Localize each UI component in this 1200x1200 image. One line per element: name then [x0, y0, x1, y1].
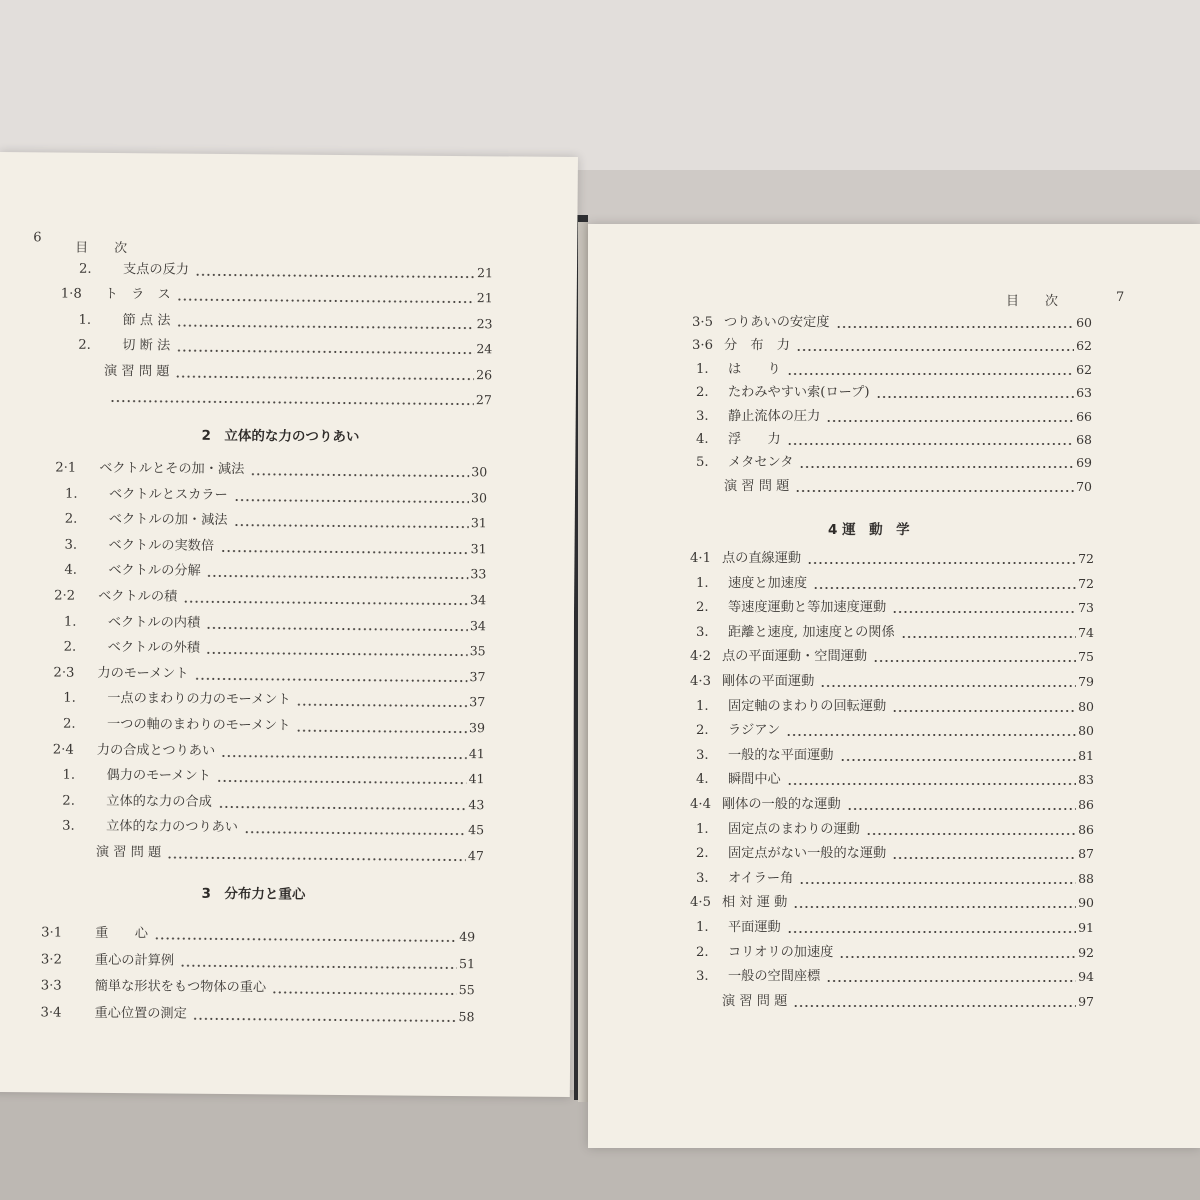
entry-page-number: 27: [475, 392, 492, 408]
toc-entry: [696, 573, 1094, 595]
left-page: [0, 152, 578, 1097]
toc-entry: [63, 714, 485, 740]
dot-leader: [296, 730, 467, 733]
entry-title: 力のモーメント: [97, 665, 189, 682]
entry-page-number: 37: [469, 694, 486, 710]
entry-number: 1.: [696, 361, 709, 377]
entry-number: 1.: [696, 698, 709, 714]
entry-page-number: 45: [468, 822, 485, 838]
entry-number: 3.: [62, 818, 75, 835]
toc-entry: [78, 335, 492, 361]
entry-page-number: 68: [1076, 432, 1092, 447]
toc-entry: [64, 611, 486, 637]
entry-title: は り: [728, 361, 781, 377]
entry-number: 3.: [696, 870, 709, 886]
dot-leader: [787, 783, 1076, 785]
entry-number: 3·2: [40, 951, 63, 968]
dot-leader: [820, 685, 1076, 687]
toc-entry: [696, 622, 1094, 644]
entry-number: 3.: [696, 624, 709, 640]
entry-number: 1.: [696, 920, 709, 935]
dot-leader: [813, 587, 1076, 589]
entry-number: 1.: [63, 690, 76, 707]
entry-page-number: 72: [1078, 575, 1094, 591]
dot-leader: [787, 443, 1074, 445]
entry-number: 5.: [696, 455, 709, 471]
dot-leader: [795, 490, 1074, 492]
toc-entry: [696, 406, 1092, 428]
entry-number: 3·6: [692, 338, 713, 354]
entry-page-number: 33: [470, 566, 487, 582]
dot-leader: [807, 562, 1076, 564]
entry-number: 2.: [78, 337, 91, 353]
toc-entry: [696, 843, 1094, 865]
entry-title: メタセンタ: [728, 455, 794, 471]
entry-page-number: 41: [468, 745, 485, 761]
dot-leader: [793, 906, 1076, 908]
entry-page-number: 97: [1078, 993, 1094, 1009]
toc-entry: [696, 720, 1094, 742]
entry-page-number: 79: [1078, 674, 1094, 689]
entry-page-number: 37: [469, 668, 486, 685]
entry-title: 剛体の一般的な運動: [722, 797, 841, 812]
entry-number: 4·1: [690, 551, 711, 566]
entry-title: 重心位置の測定: [94, 1005, 187, 1022]
entry-number: 3·4: [40, 1005, 62, 1021]
dot-leader: [786, 734, 1076, 736]
entry-page-number: 87: [1078, 846, 1094, 862]
entry-number: 2·4: [52, 742, 74, 758]
entry-number: 4.: [64, 562, 78, 579]
toc-entry: [64, 637, 486, 663]
dot-leader: [176, 324, 474, 329]
toc-entry: [690, 794, 1094, 816]
entry-page-number: 80: [1078, 723, 1094, 739]
dot-leader: [217, 780, 467, 784]
entry-title: 演 習 問 題: [724, 478, 790, 494]
dot-leader: [110, 400, 474, 405]
toc-entry: [690, 991, 1094, 1013]
toc-entry: [696, 429, 1092, 451]
entry-title: 距離と速度, 加速度との関係: [728, 624, 895, 640]
entry-number: 2.: [696, 600, 709, 616]
entry-title: 力の合成とつりあい: [96, 742, 216, 759]
right-page: [588, 224, 1200, 1148]
dot-leader: [195, 678, 468, 682]
dot-leader: [847, 808, 1076, 810]
entry-page-number: 55: [458, 982, 475, 998]
entry-page-number: 91: [1078, 920, 1094, 935]
dot-leader: [193, 1018, 457, 1022]
entry-page-number: 94: [1078, 969, 1094, 985]
entry-title: 簡単な形状をもつ物体の重心: [94, 979, 267, 996]
entry-number: 2.: [78, 261, 92, 277]
entry-page-number: 58: [458, 1008, 475, 1024]
entry-title: ベクトルの積: [98, 588, 178, 605]
toc-entry: [62, 765, 484, 791]
entry-page-number: 21: [476, 290, 493, 306]
entry-number: 2.: [62, 793, 75, 809]
toc-entry: [690, 892, 1094, 914]
toc-entry: [60, 386, 492, 412]
entry-number: 2.: [64, 511, 78, 527]
entry-title: 固定点のまわりの運動: [728, 821, 860, 837]
entry-page-number: 47: [467, 848, 484, 864]
dot-leader: [221, 755, 467, 759]
left-page-number: 6: [33, 230, 42, 246]
dot-leader: [206, 626, 468, 630]
toc-entry: [79, 259, 493, 285]
toc-entry: [696, 966, 1094, 988]
toc-entry: [52, 841, 484, 867]
toc-entry: [696, 868, 1094, 890]
dot-leader: [195, 274, 475, 278]
dot-leader: [175, 375, 474, 380]
toc-entry: [64, 560, 486, 586]
entry-number: 2·1: [55, 460, 77, 476]
dot-leader: [796, 349, 1074, 351]
dot-leader: [177, 299, 475, 304]
entry-title: 速度と加速度: [728, 575, 808, 591]
dot-leader: [176, 350, 474, 355]
entry-number: 2.: [696, 385, 709, 401]
entry-page-number: 21: [476, 265, 494, 281]
dot-leader: [167, 856, 466, 861]
toc-entry: [696, 917, 1094, 939]
entry-page-number: 34: [469, 617, 486, 633]
toc-entry: [53, 662, 485, 688]
entry-number: 4·3: [690, 674, 711, 689]
entry-number: 2·2: [54, 588, 76, 604]
entry-page-number: 81: [1078, 747, 1094, 763]
entry-page-number: 51: [458, 955, 476, 971]
entry-number: 3·5: [692, 315, 713, 330]
entry-page-number: 86: [1078, 821, 1094, 837]
entry-title: 立体的な力のつりあい: [106, 819, 239, 836]
toc-entry: [41, 922, 475, 948]
entry-title: 立体的な力の合成: [106, 793, 212, 810]
entry-number: 3.: [64, 537, 78, 553]
chapter-4-heading: 4 運 動 学: [828, 522, 910, 538]
entry-page-number: 23: [476, 315, 493, 332]
entry-title: 偶力のモーメント: [106, 768, 211, 785]
entry-page-number: 83: [1078, 772, 1094, 788]
entry-page-number: 69: [1076, 455, 1092, 471]
dot-leader: [787, 373, 1074, 375]
entry-page-number: 39: [469, 720, 486, 736]
entry-number: 4.: [696, 772, 709, 788]
dot-leader: [233, 524, 468, 528]
entry-page-number: 74: [1078, 624, 1094, 640]
toc-entry: [63, 688, 485, 714]
dot-leader: [876, 396, 1075, 398]
entry-title: 重 心: [95, 925, 148, 942]
entry-page-number: 92: [1078, 944, 1094, 960]
toc-entry: [41, 976, 475, 1002]
entry-page-number: 34: [470, 592, 487, 608]
entry-title: 演 習 問 題: [722, 993, 788, 1009]
entry-number: 4.: [696, 432, 709, 447]
entry-title: 一般的な平面運動: [728, 747, 834, 763]
entry-number: 3.: [696, 969, 709, 985]
dot-leader: [244, 832, 466, 836]
entry-title: 分 布 力: [724, 338, 790, 354]
entry-number: 1.: [64, 486, 78, 502]
entry-page-number: 43: [468, 796, 485, 813]
entry-number: 2.: [696, 846, 709, 862]
right-running-head: 目 次: [1006, 294, 1059, 309]
dot-leader: [799, 466, 1074, 468]
entry-number: 1.: [696, 575, 709, 591]
entry-title: ベクトルとその加・減法: [99, 460, 245, 478]
toc-entry: [60, 360, 492, 386]
dot-leader: [250, 473, 469, 477]
dot-leader: [220, 550, 469, 554]
dot-leader: [866, 833, 1076, 835]
dot-leader: [892, 611, 1076, 613]
entry-title: コリオリの加速度: [728, 944, 834, 960]
toc-entry: [690, 646, 1094, 668]
entry-page-number: 63: [1076, 385, 1092, 401]
entry-title: 演 習 問 題: [95, 844, 162, 861]
entry-title: 演 習 問 題: [104, 363, 170, 380]
entry-number: 2.: [696, 723, 709, 739]
entry-number: 1.: [63, 614, 77, 630]
left-running-head: 目 次: [75, 240, 128, 257]
entry-title: 重心の計算例: [94, 952, 175, 969]
entry-title: 一つの軸のまわりのモーメント: [106, 716, 291, 734]
entry-title: 点の直線運動: [722, 551, 802, 566]
dot-leader: [787, 931, 1076, 933]
entry-title: たわみやすい索(ロープ): [728, 385, 870, 401]
toc-entry: [53, 739, 485, 765]
toc-entry: [65, 509, 487, 535]
entry-title: ベクトルの分解: [108, 563, 201, 580]
toc-entry: [696, 745, 1094, 767]
dot-leader: [206, 652, 468, 656]
dot-leader: [180, 964, 457, 968]
chapter-2-heading: 2 立体的な力のつりあい: [201, 427, 360, 446]
entry-page-number: 35: [469, 643, 486, 659]
toc-entry: [41, 949, 475, 975]
entry-page-number: 31: [470, 540, 487, 557]
entry-title: 固定軸のまわりの回転運動: [728, 698, 887, 714]
entry-number: 1.: [78, 312, 92, 328]
dot-leader: [154, 937, 457, 942]
entry-page-number: 62: [1076, 361, 1092, 377]
toc-entry: [696, 942, 1094, 964]
entry-number: 3·3: [40, 978, 62, 994]
toc-entry: [62, 816, 484, 842]
entry-title: ベクトルの実数倍: [108, 537, 215, 554]
dot-leader: [826, 420, 1074, 422]
entry-title: 一点のまわりの力のモーメント: [107, 691, 291, 708]
dot-leader: [873, 660, 1076, 662]
dot-leader: [836, 326, 1075, 328]
toc-entry: [696, 359, 1092, 381]
entry-page-number: 73: [1078, 600, 1094, 616]
toc-entry: [78, 309, 492, 335]
toc-entry: [690, 671, 1094, 693]
entry-title: 浮 力: [728, 432, 781, 447]
toc-entry: [61, 284, 493, 310]
entry-number: 2.: [696, 944, 709, 960]
dot-leader: [218, 806, 467, 810]
entry-title: ベクトルの外積: [107, 640, 201, 656]
entry-number: 3.: [696, 747, 709, 763]
dot-leader: [892, 857, 1076, 859]
entry-page-number: 72: [1078, 551, 1094, 566]
entry-page-number: 86: [1078, 797, 1094, 812]
entry-title: 節 点 法: [122, 312, 171, 329]
dot-leader: [892, 710, 1076, 712]
toc-entry: [696, 597, 1094, 619]
dot-leader: [840, 759, 1077, 761]
entry-title: ラジアン: [728, 723, 781, 739]
entry-number: 2·3: [53, 665, 75, 681]
entry-title: 固定点がない一般的な運動: [728, 846, 887, 862]
toc-entry: [696, 819, 1094, 841]
toc-entry: [65, 483, 487, 509]
entry-page-number: 41: [468, 771, 485, 787]
dot-leader: [901, 636, 1076, 638]
entry-title: 一般の空間座標: [728, 969, 821, 985]
entry-number: 1.: [696, 821, 709, 837]
entry-title: 支点の反力: [122, 262, 189, 278]
toc-entry: [40, 1002, 474, 1028]
toc-entry: [64, 534, 486, 560]
toc-entry: [696, 382, 1092, 404]
entry-page-number: 66: [1076, 408, 1092, 424]
dot-leader: [793, 1005, 1076, 1007]
entry-page-number: 70: [1076, 478, 1092, 494]
entry-title: ベクトルの加・減法: [108, 512, 228, 529]
toc-entry: [696, 452, 1092, 474]
entry-page-number: 30: [471, 489, 488, 505]
entry-title: つりあいの安定度: [724, 315, 830, 330]
entry-page-number: 75: [1078, 649, 1094, 665]
toc-entry: [696, 696, 1094, 718]
entry-page-number: 26: [476, 366, 493, 382]
entry-page-number: 24: [476, 341, 493, 357]
entry-page-number: 49: [459, 929, 476, 945]
entry-page-number: 88: [1078, 870, 1094, 886]
entry-title: ベクトルの内積: [107, 614, 201, 631]
toc-entry: [692, 335, 1092, 357]
entry-number: 4·4: [690, 797, 711, 812]
entry-title: 静止流体の圧力: [728, 408, 821, 424]
dot-leader: [799, 882, 1076, 884]
entry-number: 1.: [62, 767, 76, 783]
toc-entry: [690, 548, 1094, 570]
entry-title: ベクトルとスカラー: [108, 486, 228, 503]
entry-title: 瞬間中心: [728, 772, 781, 788]
toc-entry: [692, 312, 1092, 334]
entry-title: 剛体の平面運動: [722, 674, 815, 689]
entry-page-number: 31: [470, 515, 487, 531]
entry-title: 等速度運動と等加速度運動: [728, 600, 887, 616]
entry-number: 2.: [62, 716, 76, 732]
entry-title: 点の平面運動・空間運動: [722, 649, 868, 665]
entry-page-number: 80: [1078, 698, 1094, 714]
dot-leader: [297, 704, 468, 707]
entry-page-number: 90: [1078, 895, 1094, 911]
entry-number: 3.: [696, 408, 709, 424]
entry-title: ト ラ ス: [104, 287, 171, 303]
chapter-3-heading: 3 分布力と重心: [201, 885, 306, 903]
dot-leader: [839, 956, 1076, 958]
entry-title: 平面運動: [728, 920, 781, 935]
right-page-number: 7: [1116, 290, 1125, 305]
entry-number: 3·1: [41, 925, 63, 941]
entry-number: 1·8: [60, 286, 82, 303]
dot-leader: [826, 980, 1076, 982]
entry-title: オイラー角: [728, 870, 794, 886]
dot-leader: [207, 575, 469, 579]
dot-leader: [234, 499, 469, 503]
entry-number: 4·2: [690, 649, 711, 665]
toc-entry: [54, 585, 486, 611]
dot-leader: [183, 601, 468, 605]
entry-page-number: 60: [1076, 315, 1092, 330]
entry-number: 4·5: [690, 895, 711, 911]
entry-page-number: 30: [471, 464, 488, 480]
entry-title: 相 対 運 動: [722, 895, 788, 911]
toc-entry: [692, 476, 1092, 498]
entry-page-number: 62: [1076, 338, 1092, 354]
entry-title: 切 断 法: [122, 338, 171, 354]
book-gutter: [578, 222, 588, 1102]
background-wall: [0, 0, 1200, 170]
entry-number: 2.: [63, 639, 77, 655]
toc-entry: [55, 457, 487, 483]
toc-entry: [696, 769, 1094, 791]
dot-leader: [272, 992, 457, 996]
toc-entry: [62, 790, 484, 816]
